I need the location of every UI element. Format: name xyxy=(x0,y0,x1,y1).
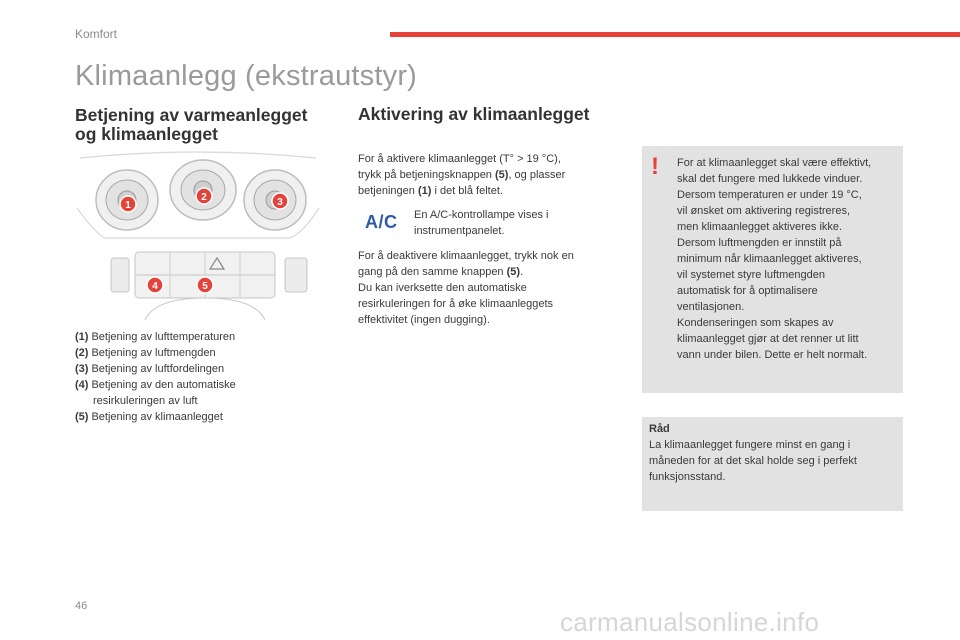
legend-num: (2) xyxy=(75,347,89,359)
warning-line: ventilasjonen. xyxy=(677,301,745,313)
p1-bold: (5) xyxy=(494,169,509,181)
legend-text: Betjening av den automatiske xyxy=(91,379,236,391)
legend-text: Betjening av lufttemperaturen xyxy=(91,331,236,343)
warning-line: vil ønsket om aktivering registreres, xyxy=(677,205,850,217)
p2-text: . xyxy=(520,266,524,278)
legend-item xyxy=(75,409,335,425)
tip-line: La klimaanlegget fungere minst en gang i xyxy=(649,439,851,451)
left-heading-line2: og klimaanlegget xyxy=(75,124,218,144)
legend-item xyxy=(75,329,335,345)
ac-text-line: instrumentpanelet. xyxy=(414,225,505,237)
page-title: Klimaanlegg (ekstrautstyr) xyxy=(75,60,418,92)
warning-line: men klimaanlegget aktiveres ikke. xyxy=(677,221,843,233)
warning-line: Dersom temperaturen er under 19 °C, xyxy=(677,189,862,201)
warning-line: automatisk for å optimalisere xyxy=(677,285,818,297)
middle-heading-text: Aktivering av klimaanlegget xyxy=(358,104,590,124)
p1-text: trykk på betjeningsknappen xyxy=(358,169,495,181)
p2-bold: (5) xyxy=(506,266,521,278)
callout-label-2: 2 xyxy=(201,192,207,203)
callout-label-3: 3 xyxy=(277,197,283,208)
callout-label-1: 1 xyxy=(125,200,131,211)
p1-text: i det blå feltet. xyxy=(431,185,503,197)
legend-text: Betjening av luftfordelingen xyxy=(91,363,225,375)
watermark: carmanualsonline.info xyxy=(560,607,820,637)
p1-bold: (1) xyxy=(417,185,432,197)
legend-item xyxy=(75,377,335,393)
legend-num: (1) xyxy=(75,331,89,343)
deactivation-paragraph xyxy=(358,248,613,328)
p2-line: resirkuleringen for å øke klimaanleggets xyxy=(358,298,554,310)
tip-line: måneden for at det skal holde seg i perfekt xyxy=(649,455,857,467)
legend-num: (4) xyxy=(75,379,89,391)
warning-line: vann under bilen. Dette er helt normalt. xyxy=(677,349,868,361)
photo-legend xyxy=(75,329,335,425)
p1-line xyxy=(358,167,608,183)
left-heading-line1: Betjening av varmeanlegget xyxy=(75,105,308,125)
middle-heading xyxy=(358,105,628,124)
callout-label-4: 4 xyxy=(152,281,158,292)
tip-text xyxy=(649,421,894,485)
p2-line: effektivitet (ingen dugging). xyxy=(358,314,490,326)
legend-num: (3) xyxy=(75,363,89,375)
legend-text: Betjening av klimaanlegget xyxy=(91,411,223,423)
ac-indicator-icon: A/C xyxy=(365,212,398,232)
section-label: Komfort xyxy=(75,27,118,41)
legend-continuation: resirkuleringen av luft xyxy=(93,395,198,407)
section-accent-bar xyxy=(390,32,960,37)
p2-line: Du kan iverksette den automatiske xyxy=(358,282,527,294)
legend-num: (5) xyxy=(75,411,89,423)
warning-line: Kondenseringen som skapes av xyxy=(677,317,834,329)
warning-line: Dersom luftmengden er innstilt på xyxy=(677,237,842,249)
legend-item xyxy=(75,361,335,377)
dashboard-controls-photo xyxy=(75,148,321,320)
warning-line: minimum når klimaanlegget aktiveres, xyxy=(677,253,862,265)
ac-text-line: En A/C-kontrollampe vises i xyxy=(414,209,549,221)
warning-icon: ! xyxy=(651,153,659,180)
warning-line: vil systemet styre luftmengden xyxy=(677,269,825,281)
warning-line: For at klimaanlegget skal være effektivt, xyxy=(677,157,872,169)
legend-item xyxy=(75,345,335,361)
left-heading xyxy=(75,106,345,144)
p2-text: gang på den samme knappen xyxy=(358,266,507,278)
p1-text: betjeningen xyxy=(358,185,418,197)
tip-line: funksjonsstand. xyxy=(649,471,726,483)
ac-indicator-text xyxy=(414,207,594,239)
callout-label-5: 5 xyxy=(202,281,208,292)
p1-line: For å aktivere klimaanlegget (T° > 19 °C), xyxy=(358,153,561,165)
warning-text xyxy=(677,155,899,363)
p2-line: For å deaktivere klimaanlegget, trykk nok en xyxy=(358,250,574,262)
warning-line: skal det fungere med lukkede vinduer. xyxy=(677,173,863,185)
p1-line xyxy=(358,183,608,199)
p1-text: , og plasser xyxy=(508,169,566,181)
legend-text: Betjening av luftmengden xyxy=(91,347,216,359)
page-number: 46 xyxy=(75,600,88,612)
activation-paragraph xyxy=(358,151,608,199)
tip-title: Råd xyxy=(649,423,670,435)
p2-line xyxy=(358,264,613,280)
warning-line: klimaanlegget gjør at det renner ut litt xyxy=(677,333,859,345)
